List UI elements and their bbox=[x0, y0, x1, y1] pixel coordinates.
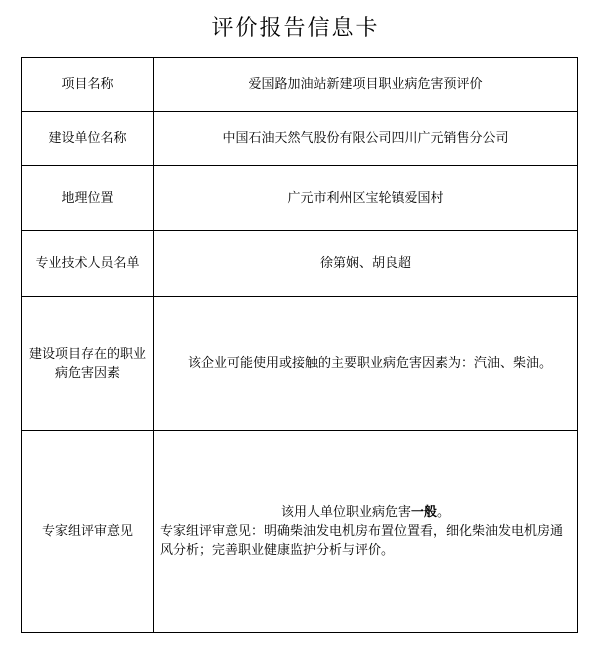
staff-list-label: 专业技术人员名单 bbox=[22, 231, 154, 297]
table-row bbox=[22, 297, 578, 431]
table-row bbox=[22, 58, 578, 112]
expert-opinion-value: 专家组评审意见：明确柴油发电机房布置位置看，细化柴油发电机房通风分析；完善职业健康监护分析与评价。 bbox=[160, 524, 564, 558]
page-title: 评价报告信息卡 bbox=[211, 16, 380, 41]
table-row bbox=[22, 166, 578, 231]
builder-name-value: 中国石油天然气股份有限公司四川广元销售分公司 bbox=[154, 112, 578, 166]
hazard-factors-cell bbox=[154, 297, 578, 431]
table-row bbox=[22, 231, 578, 297]
info-card-table bbox=[21, 57, 578, 633]
location-value: 广元市利州区宝轮镇爱国村 bbox=[154, 166, 578, 231]
builder-name-label: 建设单位名称 bbox=[22, 112, 154, 166]
expert-opinion-cell bbox=[154, 431, 578, 633]
hazard-level-value: 一般 bbox=[410, 505, 437, 520]
hazard-level-suffix: 。 bbox=[437, 505, 451, 520]
hazard-level-prefix: 该用人单位职业病危害 bbox=[280, 505, 411, 520]
staff-list-value: 徐第娴、胡良超 bbox=[154, 231, 578, 297]
table-row bbox=[22, 431, 578, 633]
hazard-factors-value: 该企业可能使用或接触的主要职业病危害因素为：汽油、柴油。 bbox=[188, 356, 553, 371]
project-name-value: 爱国路加油站新建项目职业病危害预评价 bbox=[154, 58, 578, 112]
expert-opinion-label: 专家组评审意见 bbox=[22, 431, 154, 633]
hazard-factors-label: 建设项目存在的职业病危害因素 bbox=[22, 297, 154, 431]
location-label: 地理位置 bbox=[22, 166, 154, 231]
table-row bbox=[22, 112, 578, 166]
hazard-level-statement bbox=[160, 503, 571, 522]
project-name-label: 项目名称 bbox=[22, 58, 154, 112]
